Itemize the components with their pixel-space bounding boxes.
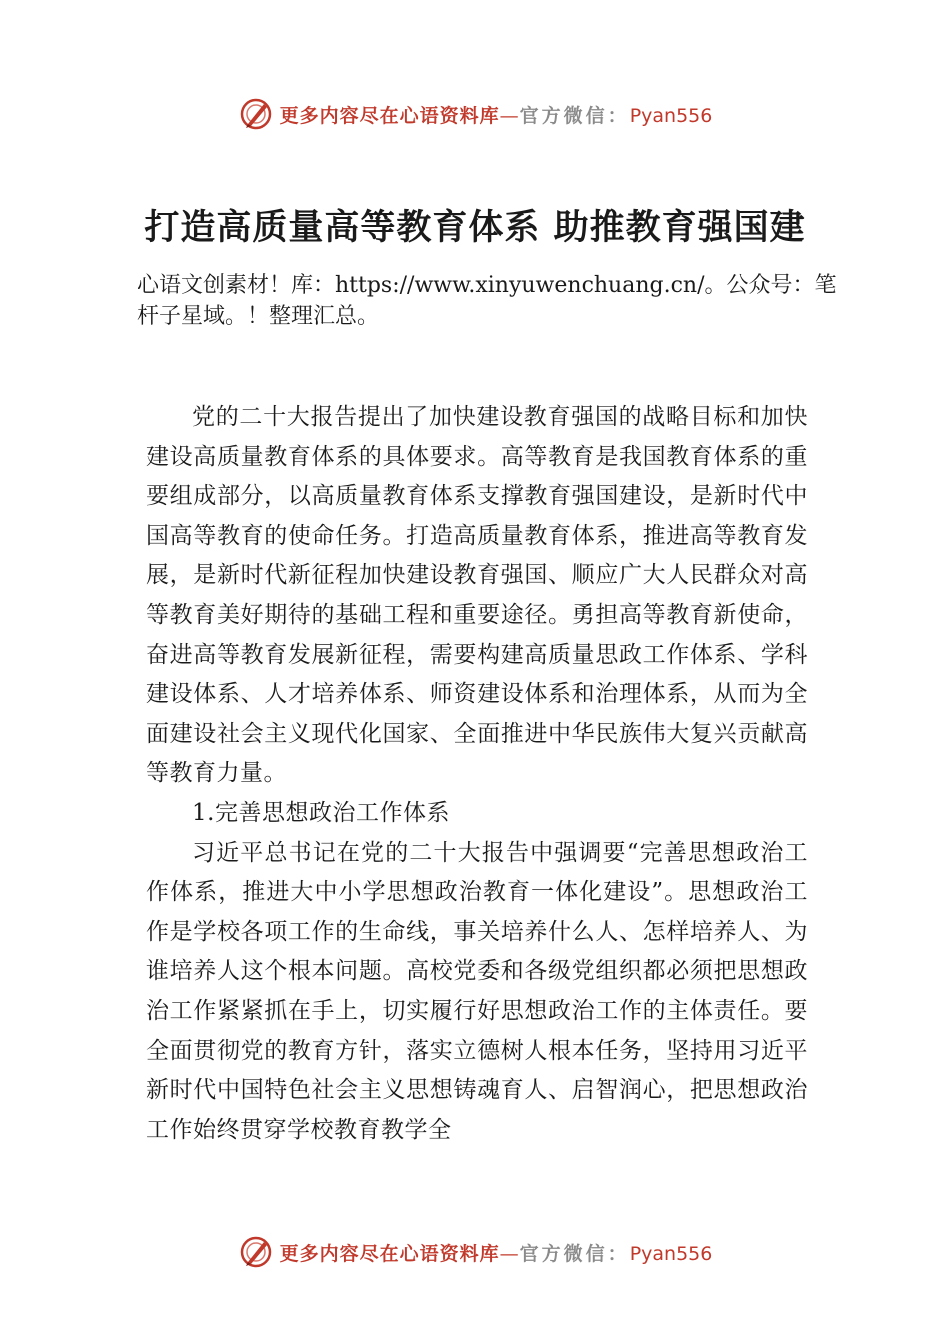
source-note: 心语文创素材！库：https://www.xinyuwenchuang.cn/。公众号：笔杆子星域。！整理汇总。 xyxy=(137,273,837,329)
banner-text xyxy=(280,1239,713,1266)
banner-wechat-label: 官方微信： xyxy=(519,104,630,127)
banner-wechat-id: Pyan556 xyxy=(629,1242,713,1265)
banner-text xyxy=(280,101,713,128)
banner-slogan: 更多内容尽在心语资料库 xyxy=(279,1242,500,1265)
paragraph-intro: 党的二十大报告提出了加快建设教育强国的战略目标和加快建设高质量教育体系的具体要求。高等教育是我国教育体系的重要组成部分，以高质量教育体系支撑教育强国建设，是新时代中国高等教育的使命任务。打造高质量教育体系，推进高等教育发展，是新时代新征程加快建设教育强国、顺应广大人民群众对高等教育美好期待的基础工程和重要途径。勇担高等教育新使命，奋进高等教育发展新征程，需要构建高质量思政工作体系、学科建设体系、人才培养体系、师资建设体系和治理体系，从而为全面建设社会主义现代化国家、全面推进中华民族伟大复兴贡献高等教育力量。 xyxy=(146,404,808,787)
banner-separator: — xyxy=(499,1242,520,1265)
document-body xyxy=(146,398,808,1150)
pen-circle-logo-icon xyxy=(238,1234,274,1270)
banner-slogan: 更多内容尽在心语资料库 xyxy=(279,104,500,127)
document-title: 打造高质量高等教育体系 助推教育强国建 xyxy=(144,207,806,248)
banner-wechat-id: Pyan556 xyxy=(629,104,713,127)
banner-separator: — xyxy=(499,104,520,127)
section-heading: 1.完善思想政治工作体系 xyxy=(192,799,450,826)
pen-circle-logo-icon xyxy=(238,96,274,132)
footer-banner xyxy=(0,1232,950,1272)
paragraph-section-1: 习近平总书记在党的二十大报告中强调要“完善思想政治工作体系，推进大中小学思想政治教育一体化建设”。思想政治工作是学校各项工作的生命线，事关培养什么人、怎样培养人、为谁培养人这个根本问题。高校党委和各级党组织都必须把思想政治工作紧紧抓在手上，切实履行好思想政治工作的主体责任。要全面贯彻党的教育方针，落实立德树人根本任务，坚持用习近平新时代中国特色社会主义思想铸魂育人、启智润心，把思想政治工作始终贯穿学校教育教学全 xyxy=(146,839,808,1143)
header-banner xyxy=(0,94,950,134)
banner-wechat-label: 官方微信： xyxy=(519,1242,630,1265)
